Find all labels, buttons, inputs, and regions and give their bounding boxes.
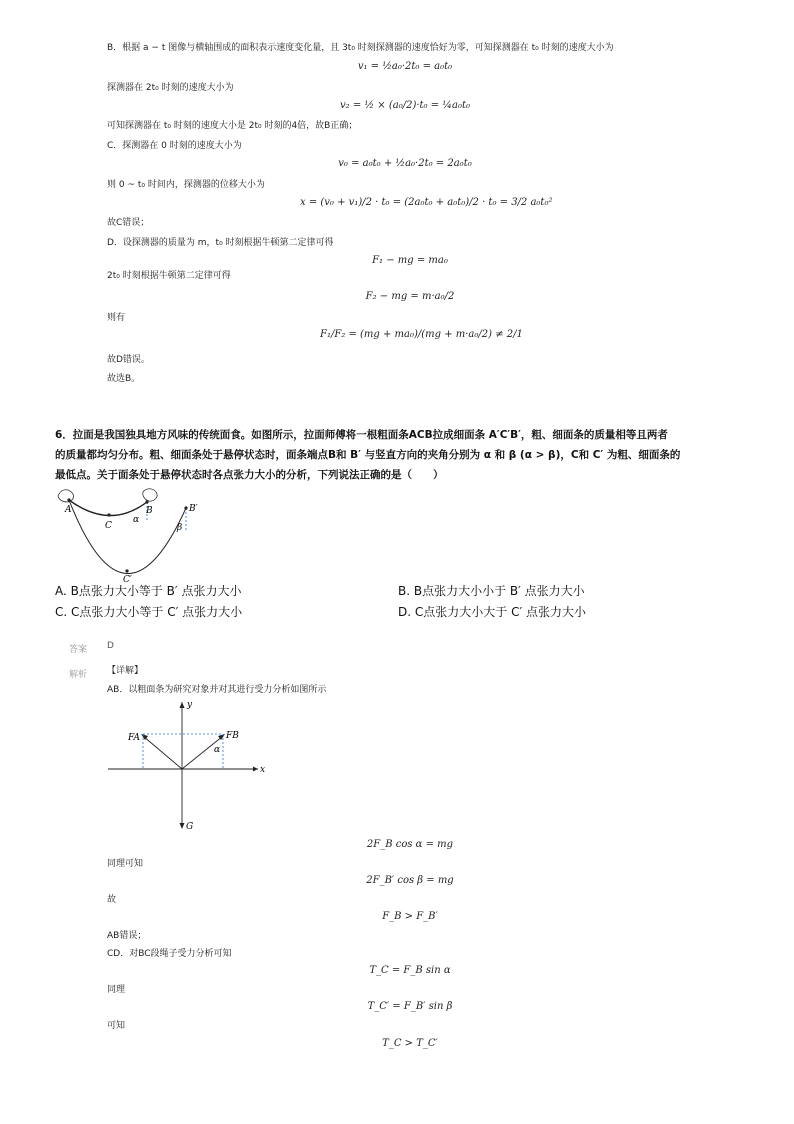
part-c-line3: 故C错误； (107, 218, 150, 228)
thick-noodle (69, 500, 147, 516)
fa-vector (143, 736, 182, 769)
force-diagram (108, 698, 268, 833)
part-c-eq2: x = (v₀ + v₁)/2 · t₀ = (2a₀t₀ + a₀t₀)/2 · t₀ = 3/2 a₀t₀² (300, 197, 553, 208)
label-a: A (65, 505, 72, 515)
label-g: G (186, 822, 194, 832)
g-arrow-icon (180, 823, 185, 829)
point-b (145, 500, 148, 503)
detail-header: 【详解】 (107, 666, 144, 676)
q6-line2: 的质量都均匀分布。粗、细面条处于悬停状态时，面条端点B和 B′ 与竖直方向的夹角分别为 α 和 β (α > β)，C和 C′ 为粗、细面条的 (55, 449, 681, 461)
answer-eq3: F_B > F_B′ (382, 911, 438, 922)
label-cp: C′ (123, 575, 132, 585)
label-x: x (260, 765, 266, 775)
so-text: 故 (107, 895, 117, 905)
point-bp (184, 506, 187, 509)
part-b-eq2: v₂ = ½ × (a₀/2)·t₀ = ¼a₀t₀ (340, 100, 470, 111)
part-c-line2: 则 0 ~ t₀ 时间内，探测器的位移大小为 (107, 180, 265, 190)
part-d-eq3: F₁/F₂ = (mg + ma₀)/(mg + m·a₀/2) ≠ 2/1 (320, 329, 523, 340)
label-b: B (146, 506, 153, 516)
label-y: y (187, 700, 193, 710)
answer-eq1: 2F_B cos α = mg (366, 839, 454, 850)
noodle-figure (55, 488, 215, 583)
ab-wrong-text: AB错误； (107, 931, 147, 941)
right-hand-icon (143, 489, 157, 501)
part-d-line4: 故D错误。 (107, 355, 150, 365)
part-c-line1: C．探测器在 0 时刻的速度大小为 (107, 141, 242, 151)
part-b-eq1: v₁ = ½a₀·2t₀ = a₀t₀ (357, 61, 453, 72)
option-c[interactable]: C. C点张力大小等于 C′ 点张力大小 (55, 605, 243, 619)
label-alpha: α (133, 515, 140, 525)
point-a (67, 498, 70, 501)
part-d-line3: 则有 (107, 313, 126, 323)
part-d-eq2: F₂ − mg = m·a₀/2 (365, 291, 455, 302)
q6-line1: 6．拉面是我国独具地方风味的传统面食。如图所示，拉面师傅将一根粗面条ACB拉成细面条 A′C′B′，粗、细面条的质量相等且两者 (55, 429, 668, 441)
option-a[interactable]: A. B点张力大小等于 B′ 点张力大小 (55, 584, 242, 598)
answer-eq4: T_C = F_B sin α (369, 965, 451, 976)
ab-intro: AB．以粗面条为研究对象并对其进行受力分析如图所示 (107, 685, 327, 695)
part-d-line2: 2t₀ 时刻根据牛顿第二定律可得 (107, 271, 231, 281)
option-d[interactable]: D. C点张力大小大于 C′ 点张力大小 (398, 605, 586, 619)
point-cp (125, 569, 128, 572)
x-axis-arrow-icon (253, 767, 258, 772)
y-axis-arrow-icon (180, 702, 185, 708)
part-b-line2: 探测器在 2t₀ 时刻的速度大小为 (107, 83, 234, 93)
similar-text: 同理可知 (107, 859, 144, 869)
answer-eq2: 2F_B′ cos β = mg (366, 875, 454, 886)
label-fb: FB (226, 731, 239, 741)
label-fa: FA (128, 733, 140, 743)
knowable-text: 可知 (107, 1021, 126, 1031)
part-b-line1: B．根据 a − t 图像与横轴围成的面积表示速度变化量，且 3t₀ 时刻探测器的速度恰好为零，可知探测器在 t₀ 时刻的速度大小为 (107, 43, 614, 53)
answer-eq6: T_C > T_C′ (382, 1038, 438, 1049)
point-c (107, 513, 110, 516)
label-bp: B′ (189, 504, 198, 514)
part-c-eq1: v₀ = a₀t₀ + ½a₀·2t₀ = 2a₀t₀ (338, 158, 472, 169)
answer-eq5: T_C′ = F_B′ sin β (367, 1001, 453, 1012)
cd-intro: CD．对BC段绳子受力分析可知 (107, 949, 232, 959)
part-d-line1: D．设探测器的质量为 m，t₀ 时刻根据牛顿第二定律可得 (107, 238, 334, 248)
analysis-label: 解析 (69, 670, 88, 680)
answer-value: D (107, 641, 114, 651)
left-hand-icon (58, 490, 74, 502)
label-c: C (105, 521, 112, 531)
part-d-line5: 故选B。 (107, 374, 141, 384)
option-b[interactable]: B. B点张力大小小于 B′ 点张力大小 (398, 584, 585, 598)
answer-label: 答案 (69, 645, 88, 655)
part-d-eq1: F₁ − mg = ma₀ (372, 255, 448, 266)
part-b-line3: 可知探测器在 t₀ 时刻的速度大小是 2t₀ 时刻的4倍，故B正确； (107, 121, 358, 131)
label-beta: β (177, 523, 183, 533)
q6-line3: 最低点。关于面条处于悬停状态时各点张力大小的分析，下列说法正确的是（ ） (55, 469, 444, 481)
likewise-text: 同理 (107, 985, 126, 995)
label-alpha: α (214, 745, 221, 755)
